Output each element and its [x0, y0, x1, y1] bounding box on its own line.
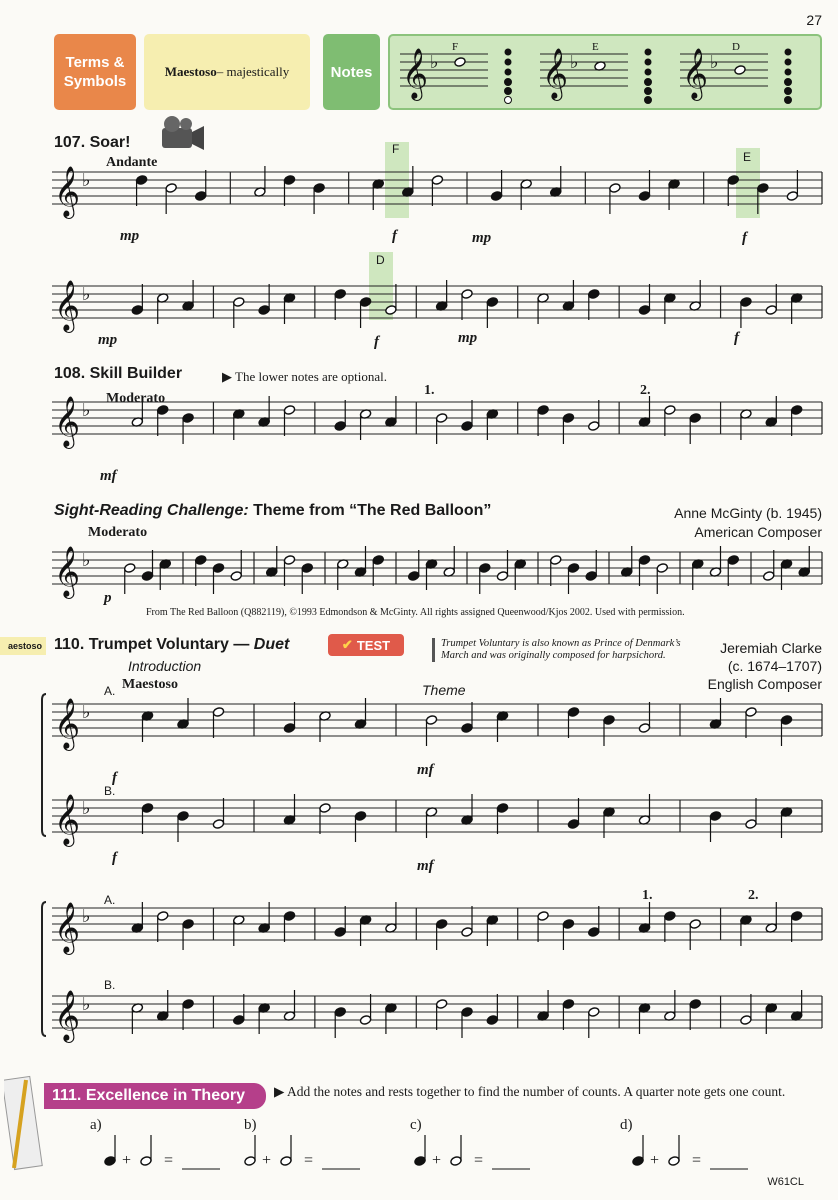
- ex111-item-d: d): [620, 1117, 633, 1133]
- note-head: [334, 927, 346, 938]
- note-head: [757, 183, 769, 194]
- note-head: [182, 413, 194, 424]
- treble-clef-icon: 𝄞: [54, 280, 81, 331]
- note-head: [425, 715, 437, 726]
- note-head: [790, 911, 802, 922]
- note-head: [486, 1015, 498, 1026]
- note-head: [727, 175, 739, 186]
- note-head: [283, 723, 295, 734]
- ex108-note: ▶ The lower notes are optional.: [222, 369, 387, 384]
- note-letter: D: [732, 41, 740, 53]
- ex110-theme: Theme: [422, 682, 466, 698]
- flat-key-signature-icon: ♭: [570, 52, 579, 73]
- note-head: [537, 911, 549, 922]
- note-head: [124, 563, 136, 574]
- note-head: [709, 811, 721, 822]
- ex108-staff: [50, 380, 830, 470]
- note-head: [537, 405, 549, 416]
- note-head: [359, 1015, 371, 1026]
- ex107-staves: [50, 162, 830, 352]
- ex109-title-rest: Theme from “The Red Balloon”: [248, 502, 492, 519]
- ex110-info: Trumpet Voluntary is also known as Prince of Denmark’s March and was originally composed for harpsichord.: [432, 638, 691, 662]
- note-head: [233, 297, 245, 308]
- ex109-credit: From The Red Balloon (Q882119), ©1993 Edmondson & McGinty. All rights assigned Queenwood/Kjos 2002. Used with permission.: [146, 607, 685, 618]
- operator: =: [164, 1152, 174, 1169]
- note-head: [212, 707, 224, 718]
- note-head: [450, 1156, 462, 1167]
- side-tab: aestoso: [0, 637, 46, 655]
- note-head: [562, 413, 574, 424]
- note-head: [461, 1007, 473, 1018]
- note-head: [212, 819, 224, 830]
- ex107-dyn-mp-2: mp: [472, 230, 492, 246]
- note-head: [603, 715, 615, 726]
- note-head: [567, 563, 579, 574]
- note-head: [258, 305, 270, 316]
- note-head: [567, 707, 579, 718]
- note-head: [283, 911, 295, 922]
- operator: +: [122, 1152, 132, 1169]
- note-head: [435, 999, 447, 1010]
- ex110-title-italic: Duet: [253, 636, 290, 653]
- note-head: [765, 305, 777, 316]
- ex108-title: 108. Skill Builder: [54, 365, 183, 382]
- note-head: [664, 405, 676, 416]
- note-head: [588, 421, 600, 432]
- note-head: [212, 563, 224, 574]
- ex110-ending1: 1.: [642, 888, 653, 903]
- note-head: [479, 563, 491, 574]
- pencil-paper-icon: [4, 1072, 44, 1174]
- note-head: [319, 803, 331, 814]
- note-head: [461, 927, 473, 938]
- valve-dot: [645, 49, 652, 56]
- note-head: [135, 175, 147, 186]
- terms-symbols-box: [54, 34, 136, 110]
- ex111-problems: [90, 1135, 820, 1175]
- note-head: [334, 289, 346, 300]
- ex110-tempo: Maestoso: [122, 677, 178, 692]
- note-head: [140, 1156, 152, 1167]
- valve-dot: [505, 59, 512, 66]
- note-head: [313, 183, 325, 194]
- flat-key-signature-icon: ♭: [82, 994, 91, 1015]
- operator: =: [692, 1152, 702, 1169]
- valve-dot: [645, 88, 652, 95]
- valve-dot: [645, 69, 652, 76]
- ex107-dyn-f-1: f: [392, 228, 397, 244]
- treble-clef-icon: 𝄞: [682, 48, 709, 99]
- note-head: [562, 999, 574, 1010]
- note-head: [490, 191, 502, 202]
- note-head: [454, 57, 466, 68]
- note-head: [689, 999, 701, 1010]
- note-head: [461, 421, 473, 432]
- checkmark-icon: ✔: [341, 637, 353, 652]
- flat-key-signature-icon: ♭: [82, 798, 91, 819]
- note-head: [740, 297, 752, 308]
- treble-clef-icon: 𝄞: [54, 546, 81, 597]
- ex110-dyn-mf-a: mf: [417, 762, 434, 778]
- valve-dot: [505, 97, 512, 104]
- flat-key-signature-icon: ♭: [82, 906, 91, 927]
- ex108-tempo: Moderato: [106, 391, 166, 406]
- ex110-composer: Jeremiah Clarke: [720, 640, 822, 656]
- ex111-instructions: ▶ Add the notes and rests together to find the number of counts. A quarter note gets one count.: [274, 1084, 786, 1099]
- test-badge: [328, 634, 404, 656]
- note-head: [182, 999, 194, 1010]
- note-head: [745, 707, 757, 718]
- ex109-composer: Anne McGinty (b. 1945): [674, 505, 822, 521]
- note-head: [354, 811, 366, 822]
- note-head: [588, 927, 600, 938]
- valve-dot: [785, 79, 792, 86]
- treble-clef-icon: 𝄞: [54, 166, 81, 217]
- note-head: [734, 65, 746, 76]
- note-head: [664, 911, 676, 922]
- valve-dot: [505, 79, 512, 86]
- flat-key-signature-icon: ♭: [82, 170, 91, 191]
- ex110-part-a-2: A.: [104, 893, 116, 907]
- flat-key-signature-icon: ♭: [82, 284, 91, 305]
- treble-clef-icon: 𝄞: [54, 396, 81, 447]
- valve-dot: [645, 59, 652, 66]
- note-head: [408, 571, 420, 582]
- ex109-tempo: Moderato: [88, 525, 148, 540]
- ex110-staves: [40, 690, 830, 1060]
- ex110-part-b-1: B.: [104, 784, 116, 798]
- treble-clef-icon: 𝄞: [54, 794, 81, 845]
- note-head: [567, 819, 579, 830]
- terms-label: Terms & Symbols: [63, 54, 127, 90]
- note-head: [385, 305, 397, 316]
- note-head: [609, 183, 621, 194]
- valve-dot: [645, 79, 652, 86]
- ex110-part-b-2: B.: [104, 978, 116, 992]
- valve-dot: [785, 97, 792, 104]
- system-bracket: [42, 902, 46, 1036]
- flat-key-signature-icon: ♭: [82, 400, 91, 421]
- ex111-item-a: a): [90, 1117, 102, 1133]
- note-head: [550, 555, 562, 566]
- test-label: TEST: [356, 637, 391, 653]
- notes-reference-strip: [388, 34, 822, 110]
- flat-key-signature-icon: ♭: [82, 702, 91, 723]
- note-head: [780, 715, 792, 726]
- notes-label: Notes: [330, 63, 373, 81]
- ex107-tempo: Andante: [106, 155, 158, 170]
- ex107-dyn-f-3: f: [374, 334, 379, 350]
- note-head: [141, 803, 153, 814]
- ex108-ending2: 2.: [640, 383, 651, 398]
- ex111-title: 111. Excellence in Theory: [44, 1083, 266, 1109]
- treble-clef-icon: 𝄞: [54, 990, 81, 1041]
- ex110-composer-desc: English Composer: [707, 676, 822, 692]
- note-head: [689, 413, 701, 424]
- note-head: [727, 555, 739, 566]
- operator: =: [304, 1152, 314, 1169]
- note-head: [131, 305, 143, 316]
- note-head: [740, 1015, 752, 1026]
- note-head: [632, 1156, 644, 1167]
- note-head: [588, 289, 600, 300]
- note-head: [244, 1156, 256, 1167]
- note-head: [496, 571, 508, 582]
- ex107-dyn-mp-3: mp: [98, 332, 118, 348]
- ex110-title-text: 110. Trumpet Voluntary —: [54, 636, 254, 653]
- ex107-dyn-mp-1: mp: [120, 228, 140, 244]
- treble-clef-icon: 𝄞: [54, 902, 81, 953]
- note-head: [182, 919, 194, 930]
- note-head: [280, 1156, 292, 1167]
- term-word: Maestoso: [164, 64, 217, 79]
- operator: +: [432, 1152, 442, 1169]
- ex110-ending2: 2.: [748, 888, 759, 903]
- ex110-dyn-mf-b: mf: [417, 858, 434, 874]
- note-head: [165, 183, 177, 194]
- ex110-part-a-1: A.: [104, 684, 116, 698]
- ex110-dates: (c. 1674–1707): [727, 658, 822, 674]
- ex109-staff: [50, 530, 830, 610]
- ex110-introduction: Introduction: [128, 658, 202, 674]
- note-head: [435, 413, 447, 424]
- note-head: [689, 919, 701, 930]
- footer-code: W61CL: [767, 1176, 804, 1188]
- ex108-ending1: 1.: [424, 383, 435, 398]
- valve-dot: [785, 88, 792, 95]
- note-head: [638, 191, 650, 202]
- note-head: [461, 723, 473, 734]
- valve-dot: [505, 88, 512, 95]
- note-head: [786, 191, 798, 202]
- valve-dot: [785, 69, 792, 76]
- note-head: [790, 405, 802, 416]
- note-head: [414, 1156, 426, 1167]
- operator: +: [650, 1152, 660, 1169]
- note-head: [562, 919, 574, 930]
- operator: +: [262, 1152, 272, 1169]
- ex107-note-e: E: [743, 150, 752, 164]
- ex111-item-c: c): [410, 1117, 422, 1133]
- note-letter: F: [452, 41, 459, 53]
- ex110-dyn-f-b: f: [112, 850, 117, 866]
- flat-key-signature-icon: ♭: [430, 52, 439, 73]
- valve-dot: [785, 49, 792, 56]
- note-head: [656, 563, 668, 574]
- note-head: [359, 297, 371, 308]
- treble-clef-icon: 𝄞: [54, 698, 81, 749]
- note-head: [157, 911, 169, 922]
- note-head: [177, 811, 189, 822]
- ex109-composer-desc: American Composer: [694, 524, 822, 540]
- term-definition-box: [144, 34, 310, 110]
- ex108-dyn-mf: mf: [100, 468, 117, 484]
- operator: =: [474, 1152, 484, 1169]
- ex107-note-d: D: [376, 253, 385, 267]
- note-head: [334, 421, 346, 432]
- note-head: [283, 175, 295, 186]
- ex107-note-f: F: [392, 142, 400, 156]
- ex109-title-italic: Sight-Reading Challenge:: [54, 502, 249, 519]
- video-camera-icon: [158, 114, 208, 156]
- ex107-title: 107. Soar!: [54, 134, 131, 151]
- page-number: 27: [806, 12, 822, 28]
- ex111-item-b: b): [244, 1117, 257, 1133]
- note-head: [638, 305, 650, 316]
- note-head: [461, 289, 473, 300]
- valve-dot: [785, 59, 792, 66]
- system-bracket: [42, 694, 46, 836]
- note-head: [233, 1015, 245, 1026]
- note-head: [334, 1007, 346, 1018]
- flat-key-signature-icon: ♭: [710, 52, 719, 73]
- note-letter: E: [592, 41, 599, 53]
- note-head: [638, 555, 650, 566]
- ex107-dyn-f-4: f: [734, 330, 739, 346]
- treble-clef-icon: 𝄞: [402, 48, 429, 99]
- valve-dot: [645, 97, 652, 104]
- note-head: [585, 571, 597, 582]
- ex107-dyn-mp-4: mp: [458, 330, 478, 346]
- note-head: [301, 563, 313, 574]
- note-head: [638, 723, 650, 734]
- treble-clef-icon: 𝄞: [542, 48, 569, 99]
- ex110-title: [54, 636, 289, 654]
- note-head: [195, 191, 207, 202]
- ex110-dyn-f-a: f: [112, 770, 117, 786]
- notes-reference-staves: [390, 36, 820, 108]
- ex109-title: [54, 502, 491, 520]
- note-head: [283, 405, 295, 416]
- ex109-dyn-p: p: [104, 590, 112, 606]
- valve-dot: [505, 69, 512, 76]
- note-head: [486, 297, 498, 308]
- flat-key-signature-icon: ♭: [82, 550, 91, 571]
- note-head: [195, 555, 207, 566]
- note-head: [283, 555, 295, 566]
- note-head: [230, 571, 242, 582]
- note-head: [157, 405, 169, 416]
- valve-dot: [505, 49, 512, 56]
- term-def: – majestically: [216, 64, 290, 79]
- note-head: [745, 819, 757, 830]
- note-head: [763, 571, 775, 582]
- note-head: [104, 1156, 116, 1167]
- note-head: [588, 1007, 600, 1018]
- note-head: [668, 1156, 680, 1167]
- notes-label-box: [323, 34, 380, 110]
- note-head: [372, 555, 384, 566]
- note-head: [431, 175, 443, 186]
- note-head: [435, 919, 447, 930]
- ex107-dyn-f-2: f: [742, 230, 747, 246]
- note-head: [141, 571, 153, 582]
- note-head: [496, 803, 508, 814]
